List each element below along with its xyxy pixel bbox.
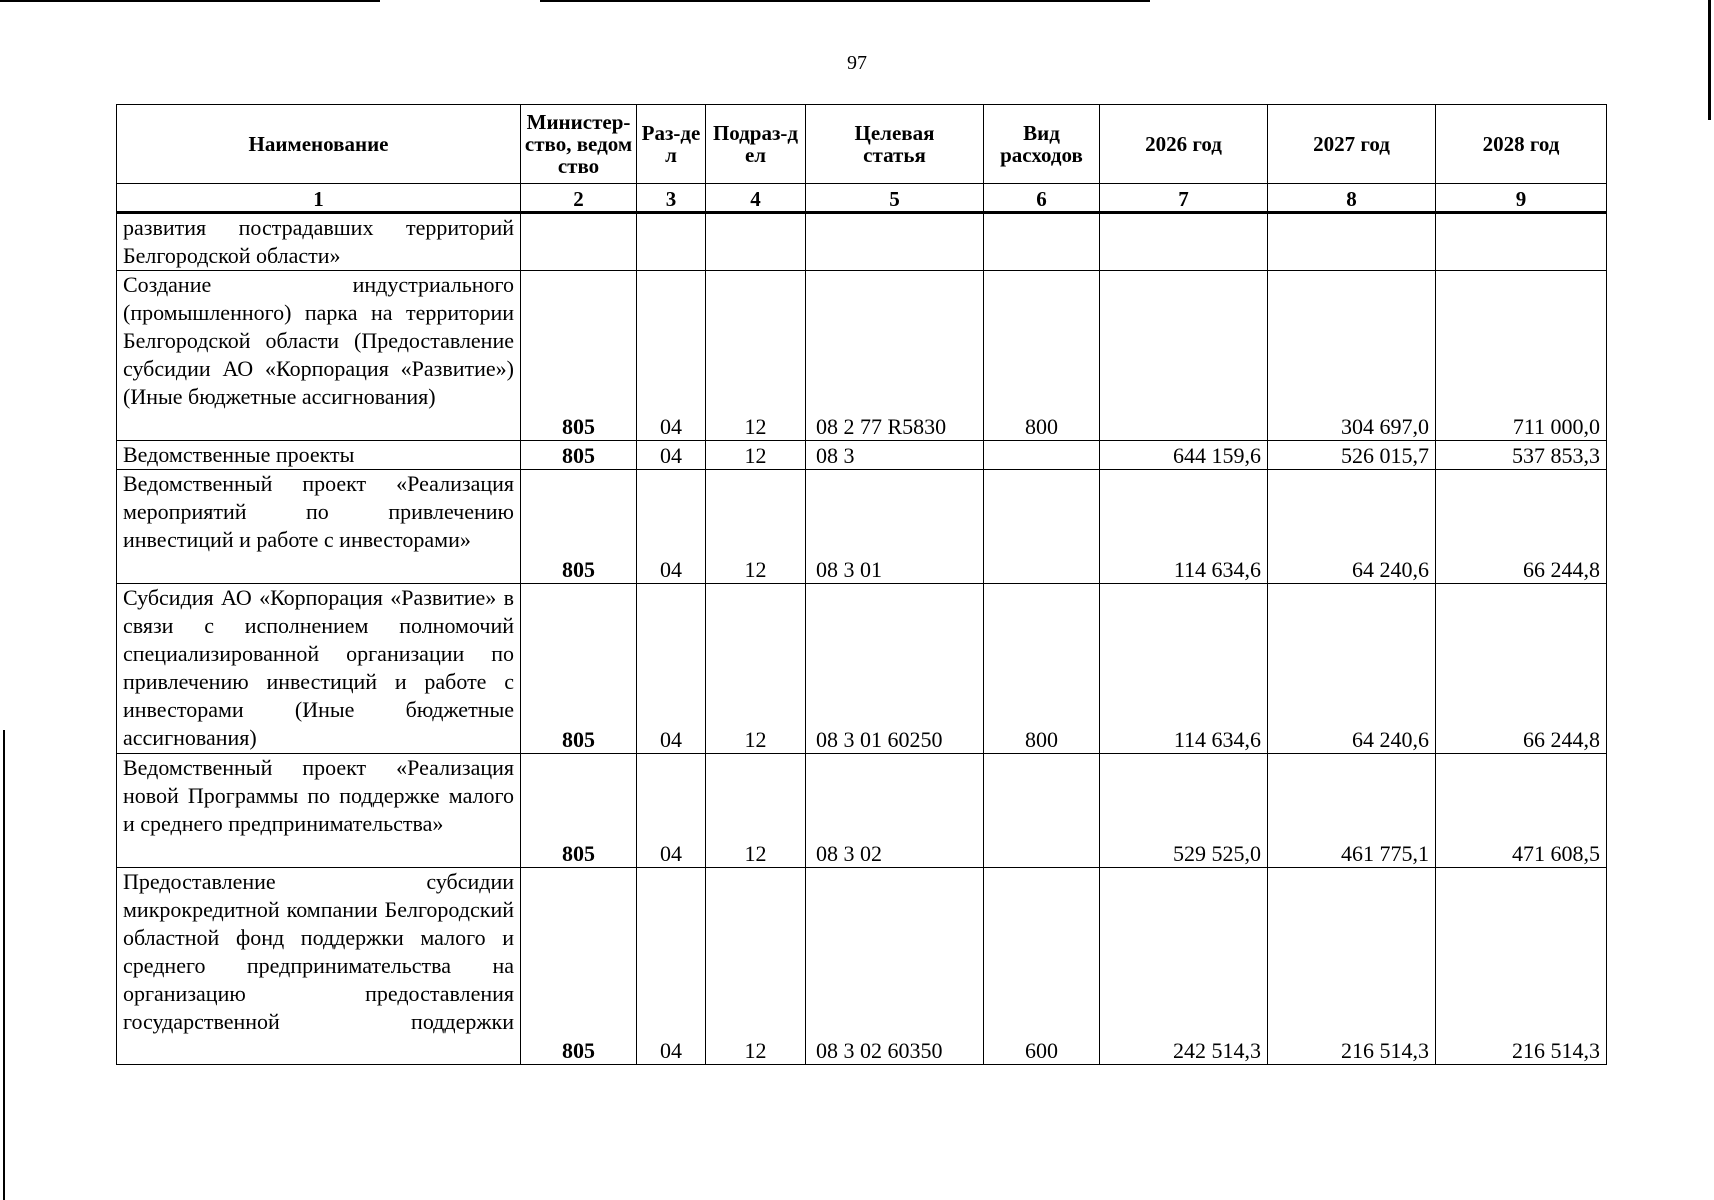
row-expense-type: 600: [984, 868, 1100, 1065]
row-section: 04: [637, 271, 706, 441]
row-ministry: 805: [521, 470, 637, 584]
column-number: 9: [1436, 184, 1607, 213]
row-expense-type: [984, 470, 1100, 584]
row-name: Субсидия АО «Корпорация «Развитие» в связи с исполнением полномочий специализированной организации по привлечению инвестиций и работе с инвесторами (Иные бюджетные ассигнования): [117, 584, 521, 754]
row-2028: 537 853,3: [1436, 441, 1607, 470]
table-row: [117, 271, 1607, 441]
row-subsection: 12: [706, 441, 806, 470]
row-2027: 64 240,6: [1268, 584, 1436, 754]
table-row: [117, 754, 1607, 868]
row-ministry: [521, 213, 637, 271]
budget-table: [116, 104, 1607, 1065]
row-name: Ведомственный проект «Реализация новой Программы по поддержке малого и среднего предпринимательства»: [117, 754, 521, 868]
row-section: 04: [637, 584, 706, 754]
row-2027: 64 240,6: [1268, 470, 1436, 584]
row-name: Создание индустриального (промышленного) парка на территории Белгородской области (Предоставление субсидии АО «Корпорация «Развитие») (Иные бюджетные ассигнования): [117, 271, 521, 441]
row-2026: 114 634,6: [1100, 584, 1268, 754]
row-ministry: 805: [521, 584, 637, 754]
scan-artifact-top-right: [540, 0, 1150, 2]
table-row: [117, 470, 1607, 584]
row-section: 04: [637, 868, 706, 1065]
column-number-row: [117, 184, 1607, 213]
row-2028: 711 000,0: [1436, 271, 1607, 441]
row-2028: 216 514,3: [1436, 868, 1607, 1065]
row-name: Ведомственные проекты: [117, 441, 521, 470]
row-expense-type: [984, 754, 1100, 868]
row-section: [637, 213, 706, 271]
row-2027: 526 015,7: [1268, 441, 1436, 470]
column-number: 6: [984, 184, 1100, 213]
row-2027: [1268, 213, 1436, 271]
row-2026: [1100, 271, 1268, 441]
header-subsection: Подраз-дел: [706, 105, 806, 184]
row-2028: 471 608,5: [1436, 754, 1607, 868]
row-subsection: [706, 213, 806, 271]
row-target-article: 08 3: [806, 441, 984, 470]
column-number: 3: [637, 184, 706, 213]
row-2028: 66 244,8: [1436, 470, 1607, 584]
column-number: 2: [521, 184, 637, 213]
header-target-article: Целевая статья: [806, 105, 984, 184]
column-number: 5: [806, 184, 984, 213]
header-2026: 2026 год: [1100, 105, 1268, 184]
row-2027: 216 514,3: [1268, 868, 1436, 1065]
row-subsection: 12: [706, 470, 806, 584]
row-section: 04: [637, 754, 706, 868]
row-target-article: 08 3 01: [806, 470, 984, 584]
row-ministry: 805: [521, 868, 637, 1065]
column-number: 8: [1268, 184, 1436, 213]
scan-artifact-left-edge: [3, 730, 5, 1200]
header-2028: 2028 год: [1436, 105, 1607, 184]
row-2026: [1100, 213, 1268, 271]
row-ministry: 805: [521, 754, 637, 868]
row-subsection: 12: [706, 271, 806, 441]
row-expense-type: [984, 213, 1100, 271]
column-number: 7: [1100, 184, 1268, 213]
row-2028: [1436, 213, 1607, 271]
row-2026: 114 634,6: [1100, 470, 1268, 584]
row-subsection: 12: [706, 868, 806, 1065]
header-section: Раз-дел: [637, 105, 706, 184]
row-subsection: 12: [706, 584, 806, 754]
table-row: [117, 868, 1607, 1065]
header-row: [117, 105, 1607, 184]
page-number: 97: [847, 52, 867, 74]
column-number: 1: [117, 184, 521, 213]
row-section: 04: [637, 441, 706, 470]
row-target-article: 08 3 02: [806, 754, 984, 868]
header-ministry: Министер-ство, ведомство: [521, 105, 637, 184]
row-ministry: 805: [521, 271, 637, 441]
row-2027: 304 697,0: [1268, 271, 1436, 441]
row-name: Предоставление субсидии микрокредитной компании Белгородский областной фонд поддержки малого и среднего предпринимательства на организацию предоставления государственной поддержки: [117, 868, 521, 1065]
row-subsection: 12: [706, 754, 806, 868]
row-name: Ведомственный проект «Реализация мероприятий по привлечению инвестиций и работе с инвесторами»: [117, 470, 521, 584]
row-target-article: 08 2 77 R5830: [806, 271, 984, 441]
row-expense-type: 800: [984, 584, 1100, 754]
row-ministry: 805: [521, 441, 637, 470]
row-2028: 66 244,8: [1436, 584, 1607, 754]
row-2026: 644 159,6: [1100, 441, 1268, 470]
row-section: 04: [637, 470, 706, 584]
row-2027: 461 775,1: [1268, 754, 1436, 868]
column-number: 4: [706, 184, 806, 213]
row-2026: 242 514,3: [1100, 868, 1268, 1065]
header-2027: 2027 год: [1268, 105, 1436, 184]
table-row: [117, 213, 1607, 271]
row-name: развития пострадавших территорий Белгородской области»: [117, 213, 521, 271]
scan-artifact-top: [0, 0, 380, 2]
header-name: Наименование: [117, 105, 521, 184]
table-row: [117, 584, 1607, 754]
table-row: [117, 441, 1607, 470]
row-expense-type: 800: [984, 271, 1100, 441]
header-expense-type: Вид расходов: [984, 105, 1100, 184]
row-target-article: 08 3 01 60250: [806, 584, 984, 754]
row-2026: 529 525,0: [1100, 754, 1268, 868]
row-target-article: 08 3 02 60350: [806, 868, 984, 1065]
row-target-article: [806, 213, 984, 271]
row-expense-type: [984, 441, 1100, 470]
